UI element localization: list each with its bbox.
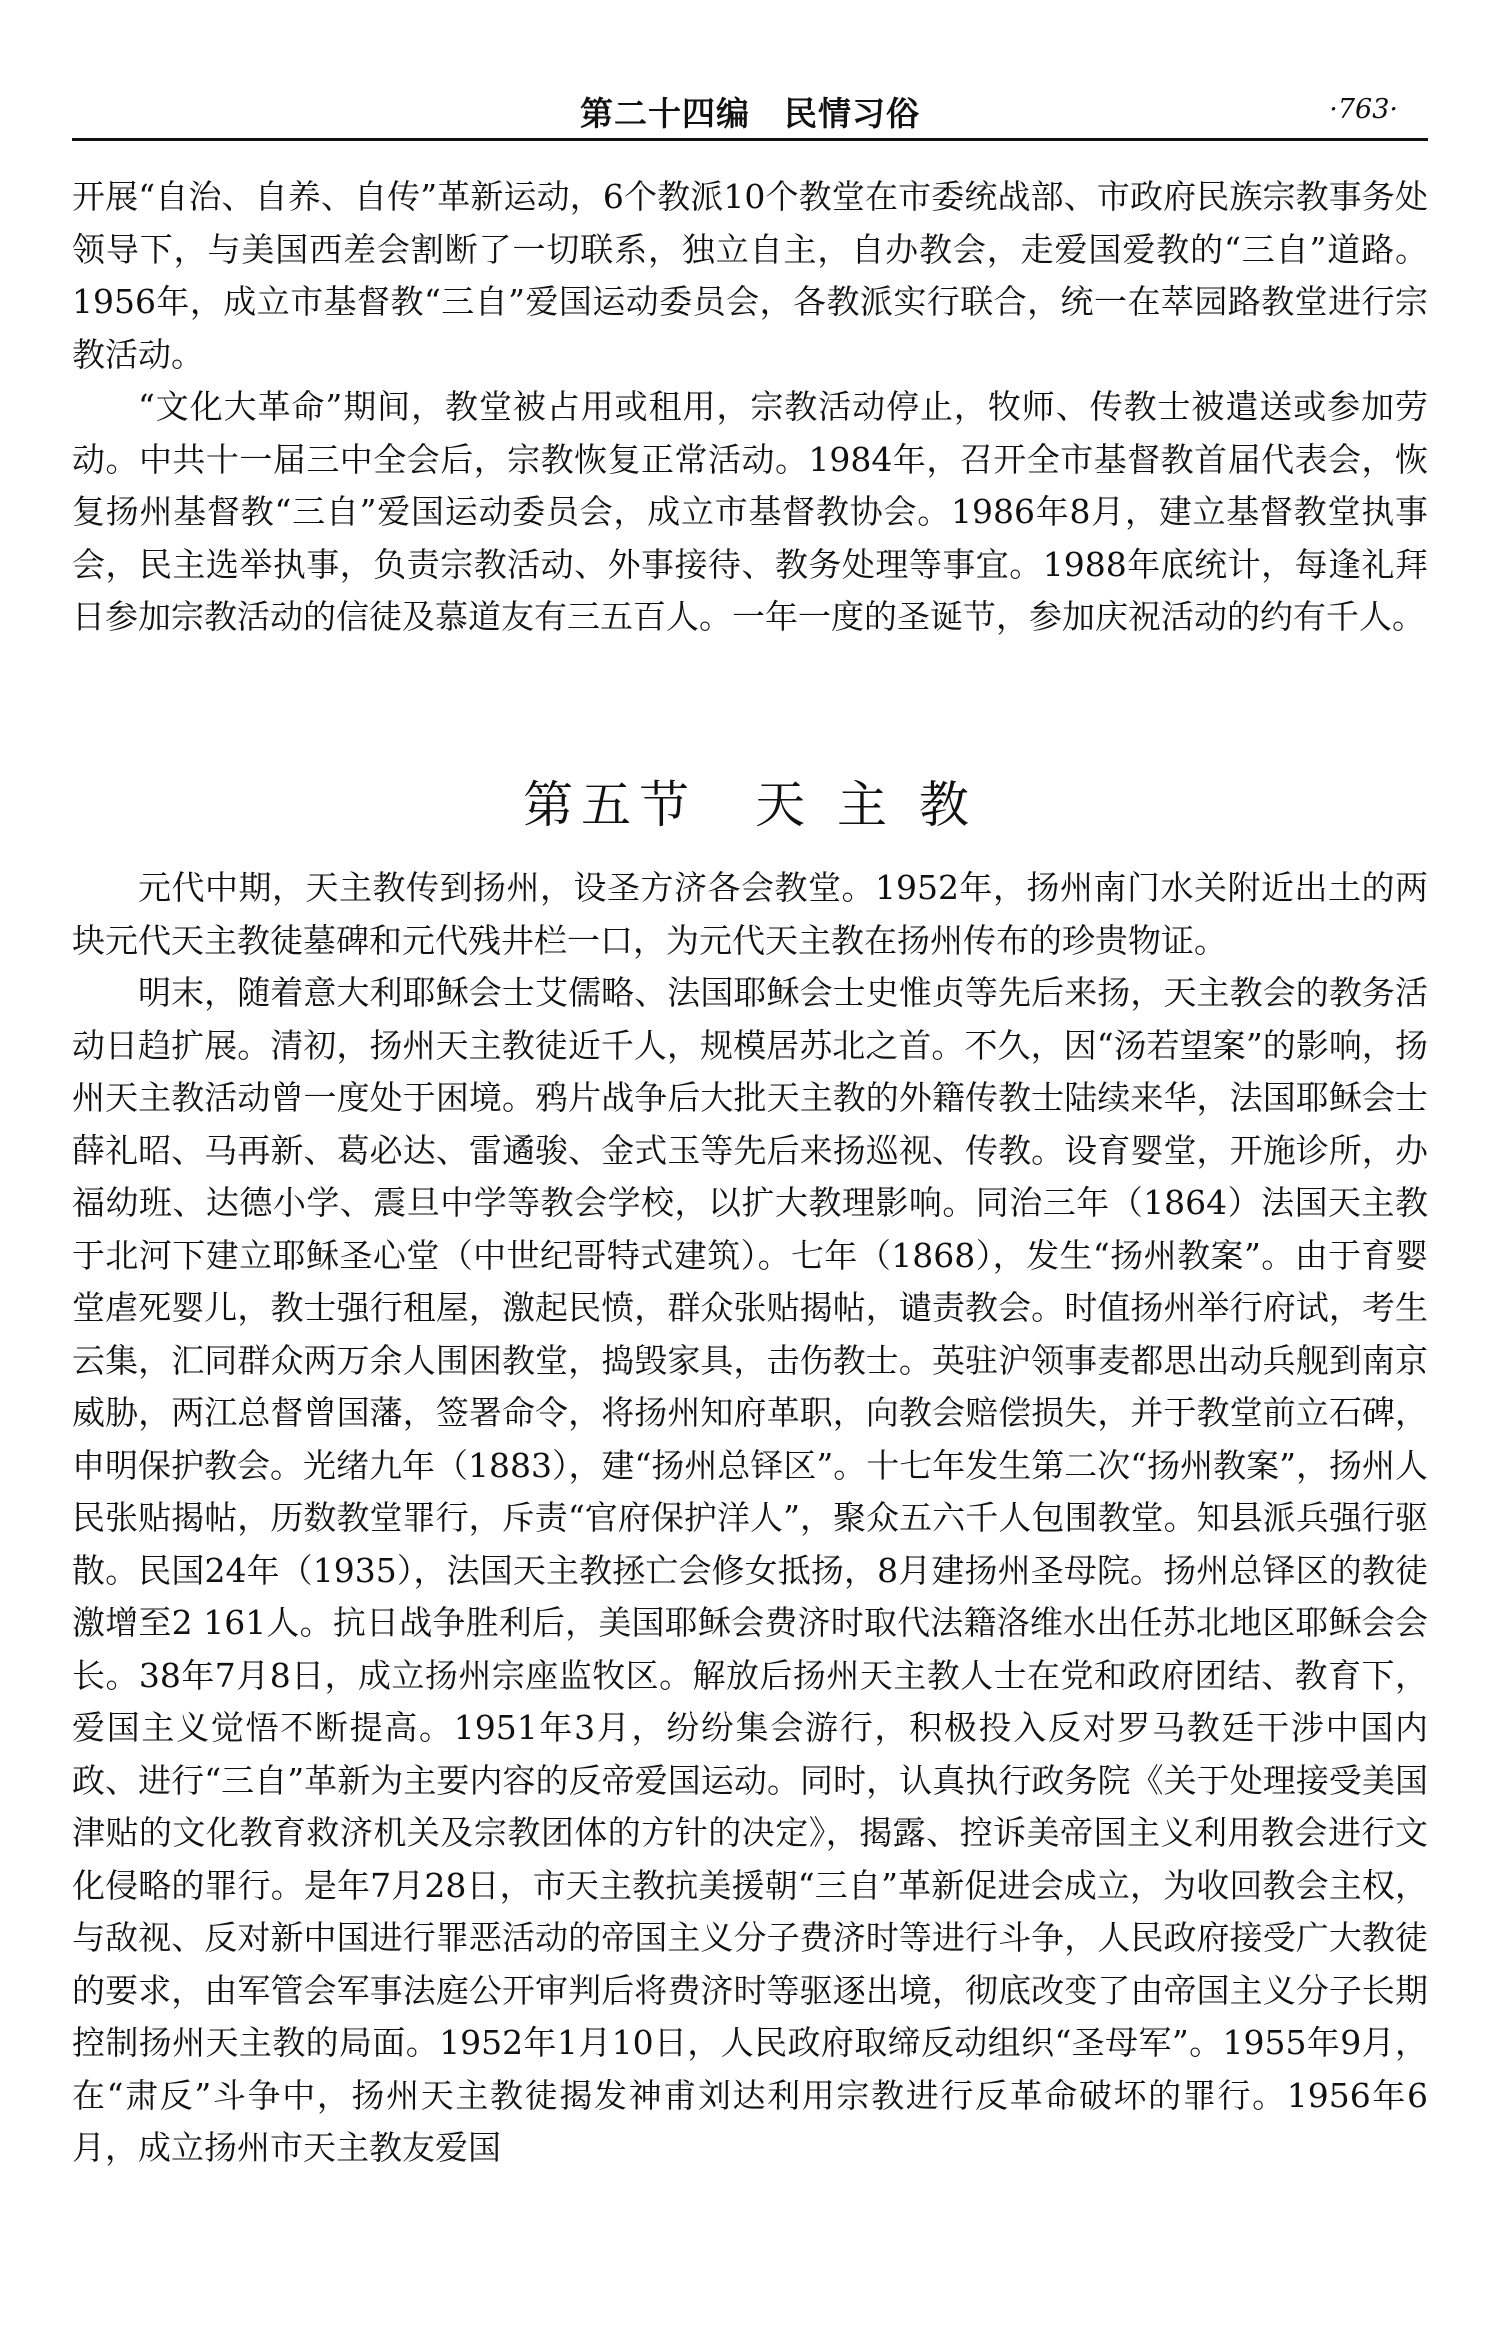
- paragraph-section-2: 明末，随着意大利耶稣会士艾儒略、法国耶稣会士史惟贞等先后来扬，天主教会的教务活动日趋扩展。清初，扬州天主教徒近千人，规模居苏北之首。不久，因“汤若望案”的影响，扬州天主教活动曾一度处于困境。鸦片战争后大批天主教的外籍传教士陆续来华，法国耶稣会士薛礼昭、马再新、葛必达、雷遹骏、金式玉等先后来扬巡视、传教。设育婴堂，开施诊所，办福幼班、达德小学、震旦中学等教会学校，以扩大教理影响。同治三年（1864）法国天主教于北河下建立耶稣圣心堂（中世纪哥特式建筑）。七年（1868），发生“扬州教案”。由于育婴堂虐死婴儿，教士强行租屋，激起民愤，群众张贴揭帖，谴责教会。时值扬州举行府试，考生云集，汇同群众两万余人围困教堂，捣毁家具，击伤教士。英驻沪领事麦都思出动兵舰到南京威胁，两江总督曾国藩，签署命令，将扬州知府革职，向教会赔偿损失，并于教堂前立石碑，申明保护教会。光绪九年（1883），建“扬州总铎区”。十七年发生第二次“扬州教案”，扬州人民张贴揭帖，历数教堂罪行，斥责“官府保护洋人”，聚众五六千人包围教堂。知县派兵强行驱散。民国24年（1935），法国天主教拯亡会修女抵扬，8月建扬州圣母院。扬州总铎区的教徒激增至2 161人。抗日战争胜利后，美国耶稣会费济时取代法籍洛维水出任苏北地区耶稣会会长。38年7月8日，成立扬州宗座监牧区。解放后扬州天主教人士在党和政府团结、教育下，爱国主义觉悟不断提高。1951年3月，纷纷集会游行，积极投入反对罗马教廷干涉中国内政、进行“三自”革新为主要内容的反帝爱国运动。同时，认真执行政务院《关于处理接受美国津贴的文化教育救济机关及宗教团体的方针的决定》，揭露、控诉美帝国主义利用教会进行文化侵略的罪行。是年7月28日，市天主教抗美援朝“三自”革新促进会成立，为收回教会主权，与敌视、反对新中国进行罪恶活动的帝国主义分子费济时等进行斗争，人民政府接受广大教徒的要求，由军管会军事法庭公开审判后将费济时等驱逐出境，彻底改变了由帝国主义分子长期控制扬州天主教的局面。1952年1月10日，人民政府取缔反动组织“圣母军”。1955年9月，在“肃反”斗争中，扬州天主教徒揭发神甫刘达利用宗教进行反革命破坏的罪行。1956年6月，成立扬州市天主教友爱国: [72, 973, 1428, 2167]
- paragraph-section-1: 元代中期，天主教传到扬州，设圣方济各会教堂。1952年，扬州南门水关附近出土的两块元代天主教徒墓碑和元代残井栏一口，为元代天主教在扬州传布的珍贵物证。: [72, 868, 1428, 960]
- running-header: [72, 80, 1428, 141]
- section-heading: 第五节 天 主 教: [523, 776, 977, 834]
- paragraph-continued-2: “文化大革命”期间，教堂被占用或租用，宗教活动停止，牧师、传教士被遣送或参加劳动。中共十一届三中全会后，宗教恢复正常活动。1984年，召开全市基督教首届代表会，恢复扬州基督教“三自”爱国运动委员会，成立市基督教协会。1986年8月，建立基督教堂执事会，民主选举执事，负责宗教活动、外事接待、教务处理等事宜。1988年底统计，每逢礼拜日参加宗教活动的信徒及慕道友有三五百人。一年一度的圣诞节，参加庆祝活动的约有千人。: [72, 387, 1428, 636]
- catholicism-section: [72, 862, 1428, 2175]
- paragraph-continued-1: 开展“自治、自养、自传”革新运动，6个教派10个教堂在市委统战部、市政府民族宗教事务处领导下，与美国西差会割断了一切联系，独立自主，自办教会，走爱国爱教的“三自”道路。1956年，成立市基督教“三自”爱国运动委员会，各教派实行联合，统一在萃园路教堂进行宗教活动。: [72, 177, 1428, 374]
- continued-section: [72, 171, 1428, 644]
- page-number: ·763·: [1329, 94, 1398, 125]
- chapter-title: 第二十四编 民情习俗: [580, 94, 920, 133]
